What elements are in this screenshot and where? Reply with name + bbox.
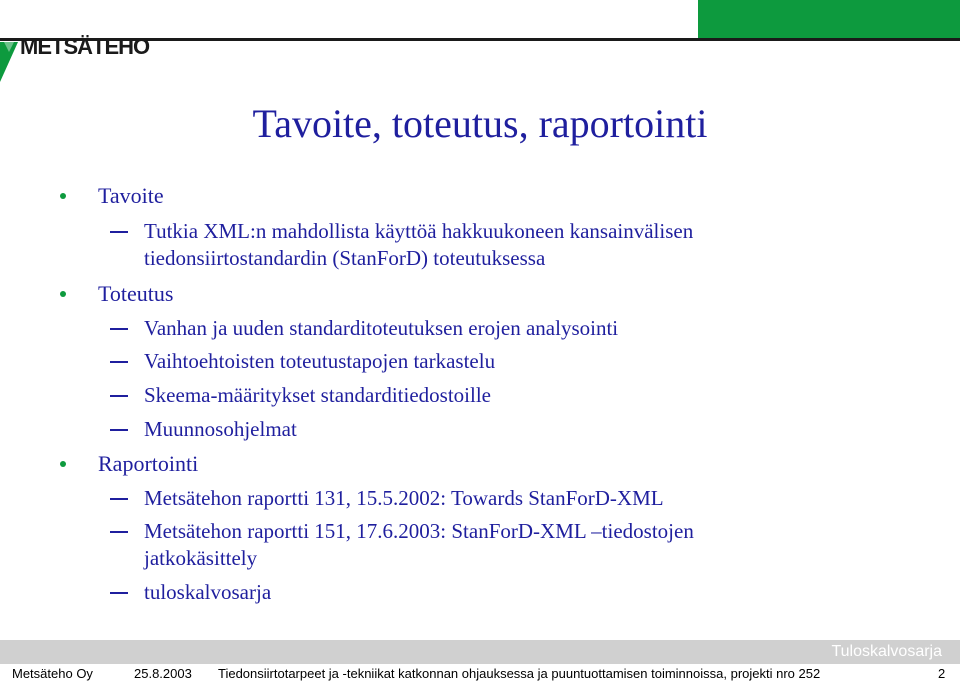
bullet-dot [60, 193, 66, 199]
bullet-label: Raportointi [98, 451, 199, 476]
dash-icon [110, 592, 128, 594]
dash-icon [110, 361, 128, 363]
dash-icon [110, 395, 128, 397]
footer-banner [0, 640, 960, 664]
slide-title: Tavoite, toteutus, raportointi [252, 101, 708, 146]
dash-icon [110, 328, 128, 330]
bullet-dot [60, 461, 66, 467]
header-accent-bar [698, 0, 960, 38]
footer-banner-label: Tuloskalvosarja [831, 643, 942, 660]
bullet-label: Tavoite [98, 183, 164, 208]
dash-icon [110, 498, 128, 500]
dash-icon [110, 231, 128, 233]
dash-icon [110, 531, 128, 533]
dash-icon [110, 429, 128, 431]
logo-text: METSÄTEHO [20, 34, 150, 59]
bullet-dot [60, 291, 66, 297]
page-number: 2 [938, 666, 946, 681]
footer-date: 25.8.2003 [134, 666, 192, 681]
bullet-label: Toteutus [98, 281, 174, 306]
footer-org: Metsäteho Oy [12, 666, 93, 681]
footer-project: Tiedonsiirtotarpeet ja -tekniikat katkonnan ohjauksessa ja puuntuottamisen toiminnoissa, projekti nro 252 [218, 666, 821, 681]
